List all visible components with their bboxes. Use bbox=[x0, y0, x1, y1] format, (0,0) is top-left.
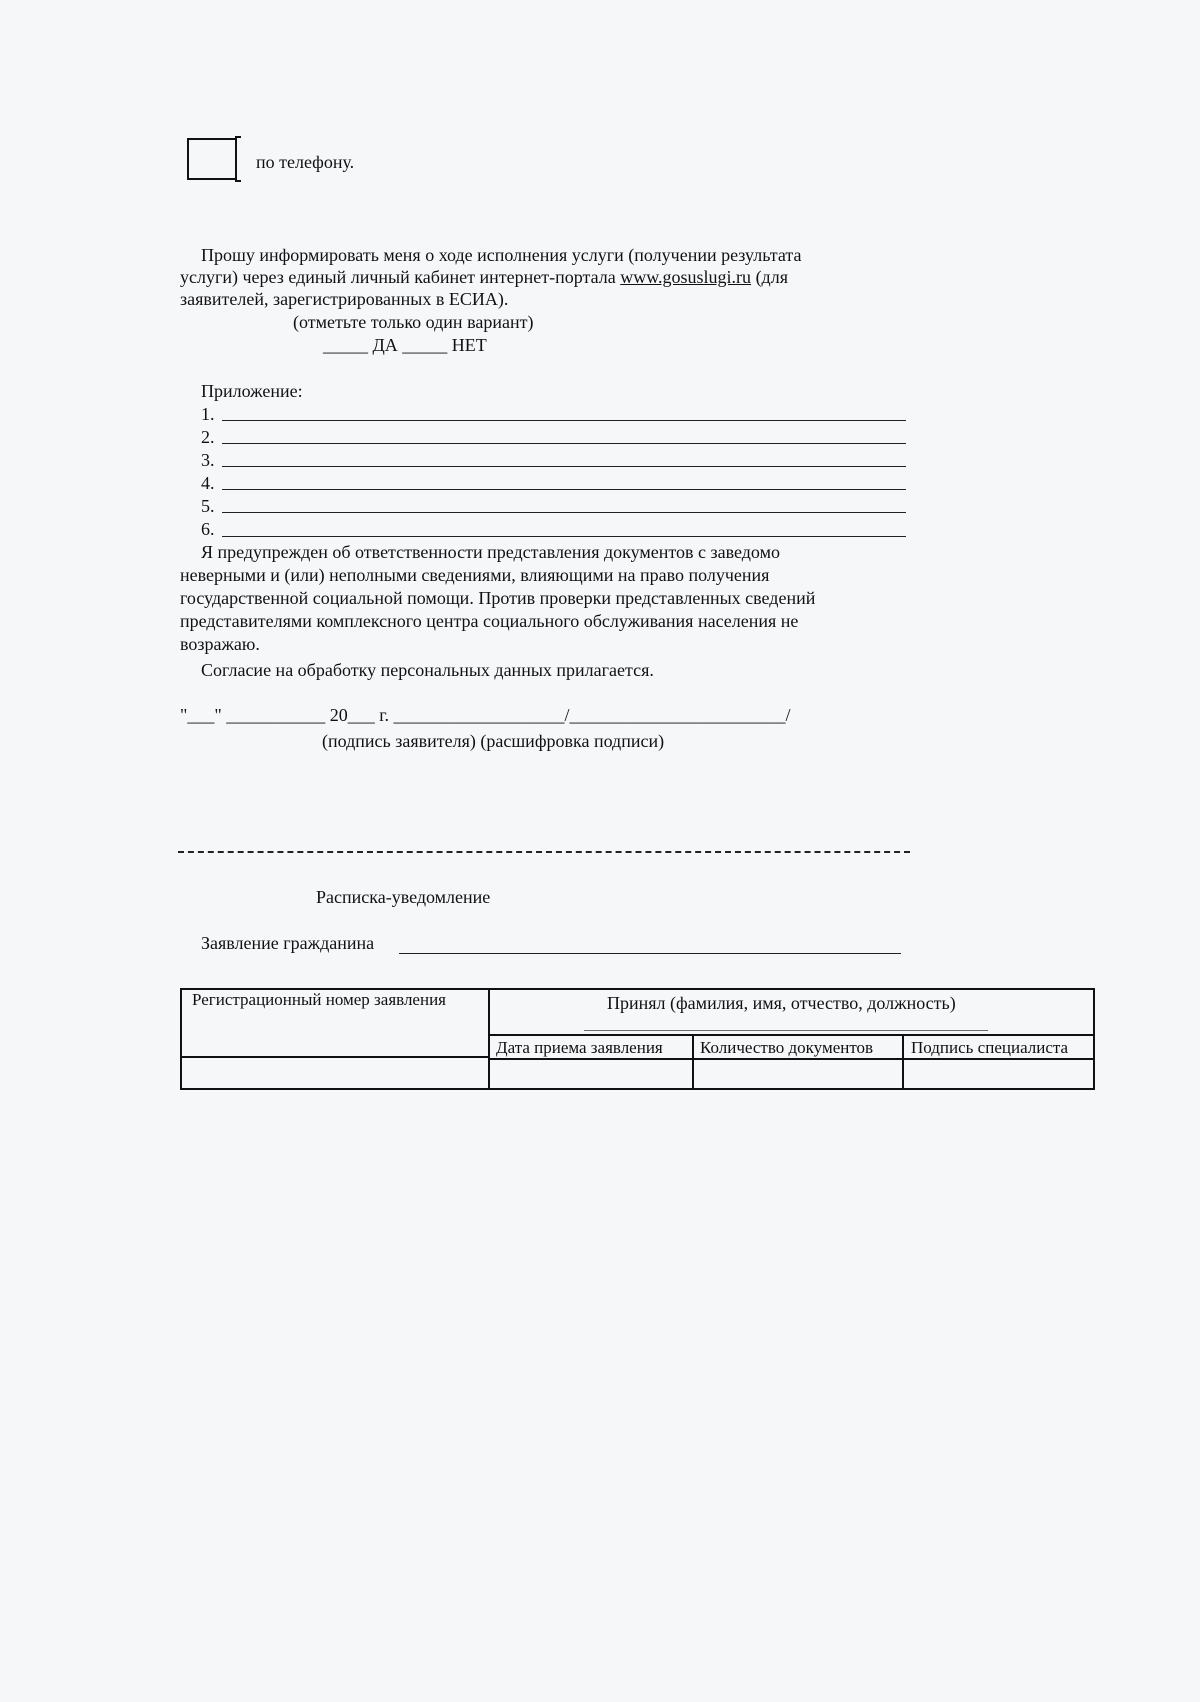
date-received-header: Дата приема заявления bbox=[496, 1038, 663, 1057]
warning-line-3: государственной социальной помощи. Против проверки представленных сведений bbox=[180, 588, 816, 608]
table-row-line-right bbox=[488, 1034, 1095, 1036]
receipt-table bbox=[180, 988, 1095, 1090]
citizen-application-label: Заявление гражданина bbox=[201, 933, 375, 953]
warning-line-5: возражаю. bbox=[180, 634, 260, 654]
accepted-by-underline bbox=[584, 1030, 988, 1031]
specialist-signature-cell[interactable] bbox=[904, 1060, 1093, 1088]
attachment-number: 1. bbox=[201, 404, 215, 424]
inform-line-2-text: услуги) через единый личный кабинет интернет-портала bbox=[180, 267, 621, 287]
attachment-number: 4. bbox=[201, 473, 215, 493]
attachment-number: 5. bbox=[201, 496, 215, 516]
attachment-line-4[interactable] bbox=[222, 489, 906, 490]
doc-count-header: Количество документов bbox=[700, 1038, 874, 1057]
gosuslugi-link[interactable]: www.gosuslugi.ru bbox=[620, 267, 752, 287]
attachment-line-3[interactable] bbox=[222, 466, 906, 467]
attachment-line-5[interactable] bbox=[222, 512, 906, 513]
table-border-right bbox=[1093, 988, 1095, 1090]
table-border-bottom bbox=[180, 1088, 1095, 1090]
inform-line-2 bbox=[180, 266, 788, 288]
receipt-title: Расписка-уведомление bbox=[316, 887, 491, 907]
attachment-line-1[interactable] bbox=[222, 420, 906, 421]
reg-number-header: Регистрационный номер заявления bbox=[192, 990, 446, 1009]
checkbox-box bbox=[187, 138, 237, 180]
inform-line-3: заявителей, зарегистрированных в ЕСИА). bbox=[180, 289, 509, 309]
warning-line-4: представителями комплексного центра социального обслуживания населения не bbox=[180, 611, 799, 631]
attachment-number: 3. bbox=[201, 450, 215, 470]
attachment-number: 2. bbox=[201, 427, 215, 447]
checkbox-bracket bbox=[235, 136, 241, 182]
warning-line-1: Я предупрежден об ответственности представления документов с заведомо bbox=[201, 542, 780, 562]
yes-no-options[interactable]: _____ ДА _____ НЕТ bbox=[323, 335, 487, 355]
date-received-cell[interactable] bbox=[490, 1060, 692, 1088]
attachments-title: Приложение: bbox=[201, 381, 303, 401]
doc-count-cell[interactable] bbox=[694, 1060, 902, 1088]
phone-option-label: по телефону. bbox=[256, 152, 355, 172]
consent-text: Согласие на обработку персональных данных прилагается. bbox=[201, 660, 654, 680]
signature-captions: (подпись заявителя) (расшифровка подписи) bbox=[322, 731, 665, 751]
signature-date-line[interactable]: "___" ___________ 20___ г. ___________________/________________________/ bbox=[180, 705, 791, 725]
attachment-line-6[interactable] bbox=[222, 536, 906, 537]
attachment-number: 6. bbox=[201, 519, 215, 539]
specialist-signature-header: Подпись специалиста bbox=[911, 1038, 1069, 1057]
reg-number-cell[interactable] bbox=[182, 1058, 488, 1088]
cut-line bbox=[178, 851, 910, 853]
inform-line-1: Прошу информировать меня о ходе исполнения услуги (получении результата bbox=[201, 245, 802, 265]
attachment-line-2[interactable] bbox=[222, 443, 906, 444]
citizen-name-line[interactable] bbox=[399, 953, 901, 954]
warning-line-2: неверными и (или) неполными сведениями, влияющими на право получения bbox=[180, 565, 770, 585]
phone-checkbox[interactable] bbox=[187, 138, 242, 182]
accepted-by-header: Принял (фамилия, имя, отчество, должность) bbox=[607, 993, 956, 1013]
one-option-note: (отметьте только один вариант) bbox=[293, 312, 534, 332]
inform-line-2-tail: (для bbox=[751, 267, 788, 287]
